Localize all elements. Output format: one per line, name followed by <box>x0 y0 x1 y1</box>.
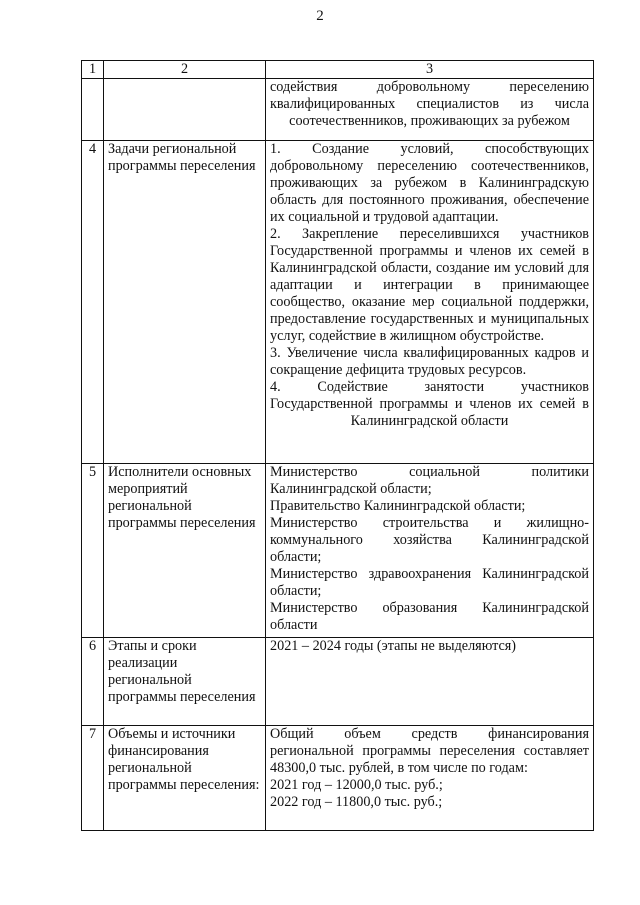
table-row <box>82 726 594 831</box>
content-paragraph: 2. Закрепление переселившихся участников Государственной программы и членов их семей в Калининградской области, создание им условий для адаптации и интеграции в принимающее сообщество, оказание мер социальной поддержки, предоставление государственных и муниципальных услуг, содействие в жилищном обустройстве. <box>270 226 589 344</box>
content-paragraph: Министерство образования Калининградской области <box>270 600 589 633</box>
row-content <box>266 141 594 464</box>
content-paragraph: 2021 – 2024 годы (этапы не выделяются) <box>270 638 517 654</box>
page-number: 2 <box>316 8 324 24</box>
header-col-2: 2 <box>104 61 266 79</box>
content-paragraph: Министерство социальной политики Калининградской области; <box>270 464 589 497</box>
content-paragraph: 1. Создание условий, способствующих добровольному переселению соотечественников, проживающих за рубежом в Калининградскую область для постоянного проживания, обеспечение их социальной и трудовой адаптации. <box>270 141 589 225</box>
row-content <box>266 464 594 638</box>
row-content <box>266 79 594 141</box>
row-label: Задачи региональной программы переселения <box>104 141 266 464</box>
header-col-3: 3 <box>266 61 594 79</box>
row-label: Этапы и сроки реализации региональной программы переселения <box>104 638 266 726</box>
header-col-1: 1 <box>82 61 104 79</box>
program-passport-table <box>81 60 594 831</box>
row-number: 7 <box>82 726 104 831</box>
table-row <box>82 141 594 464</box>
row-content <box>266 726 594 831</box>
row-number: 6 <box>82 638 104 726</box>
table-row <box>82 464 594 638</box>
content-paragraph: 4. Содействие занятости участников Государственной программы и членов их семей в Калининградской области <box>270 379 589 429</box>
table-row <box>82 79 594 141</box>
row-number: 5 <box>82 464 104 638</box>
table-header-row <box>82 61 594 79</box>
content-paragraph: 2022 год – 11800,0 тыс. руб.; <box>270 794 443 810</box>
content-paragraph: 3. Увеличение числа квалифицированных кадров и сокращение дефицита трудовых ресурсов. <box>270 345 589 378</box>
row-label: Исполнители основных мероприятий региональной программы переселения <box>104 464 266 638</box>
row-label: Объемы и источники финансирования региональной программы переселения: <box>104 726 266 831</box>
row-number: 4 <box>82 141 104 464</box>
content-paragraph: Министерство здравоохранения Калининградской области; <box>270 566 589 599</box>
content-paragraph: Правительство Калининградской области; <box>270 498 526 514</box>
content-paragraph: Министерство строительства и жилищно-коммунального хозяйства Калининградской области; <box>270 515 589 565</box>
content-paragraph: Общий объем средств финансирования региональной программы переселения составляет 48300,0 тыс. рублей, в том числе по годам: <box>270 726 589 776</box>
content-paragraph: содействия добровольному переселению квалифицированных специалистов из числа соотечественников, проживающих за рубежом <box>270 79 589 129</box>
row-label <box>104 79 266 141</box>
row-number <box>82 79 104 141</box>
row-content <box>266 638 594 726</box>
table-row <box>82 638 594 726</box>
content-paragraph: 2021 год – 12000,0 тыс. руб.; <box>270 777 443 793</box>
